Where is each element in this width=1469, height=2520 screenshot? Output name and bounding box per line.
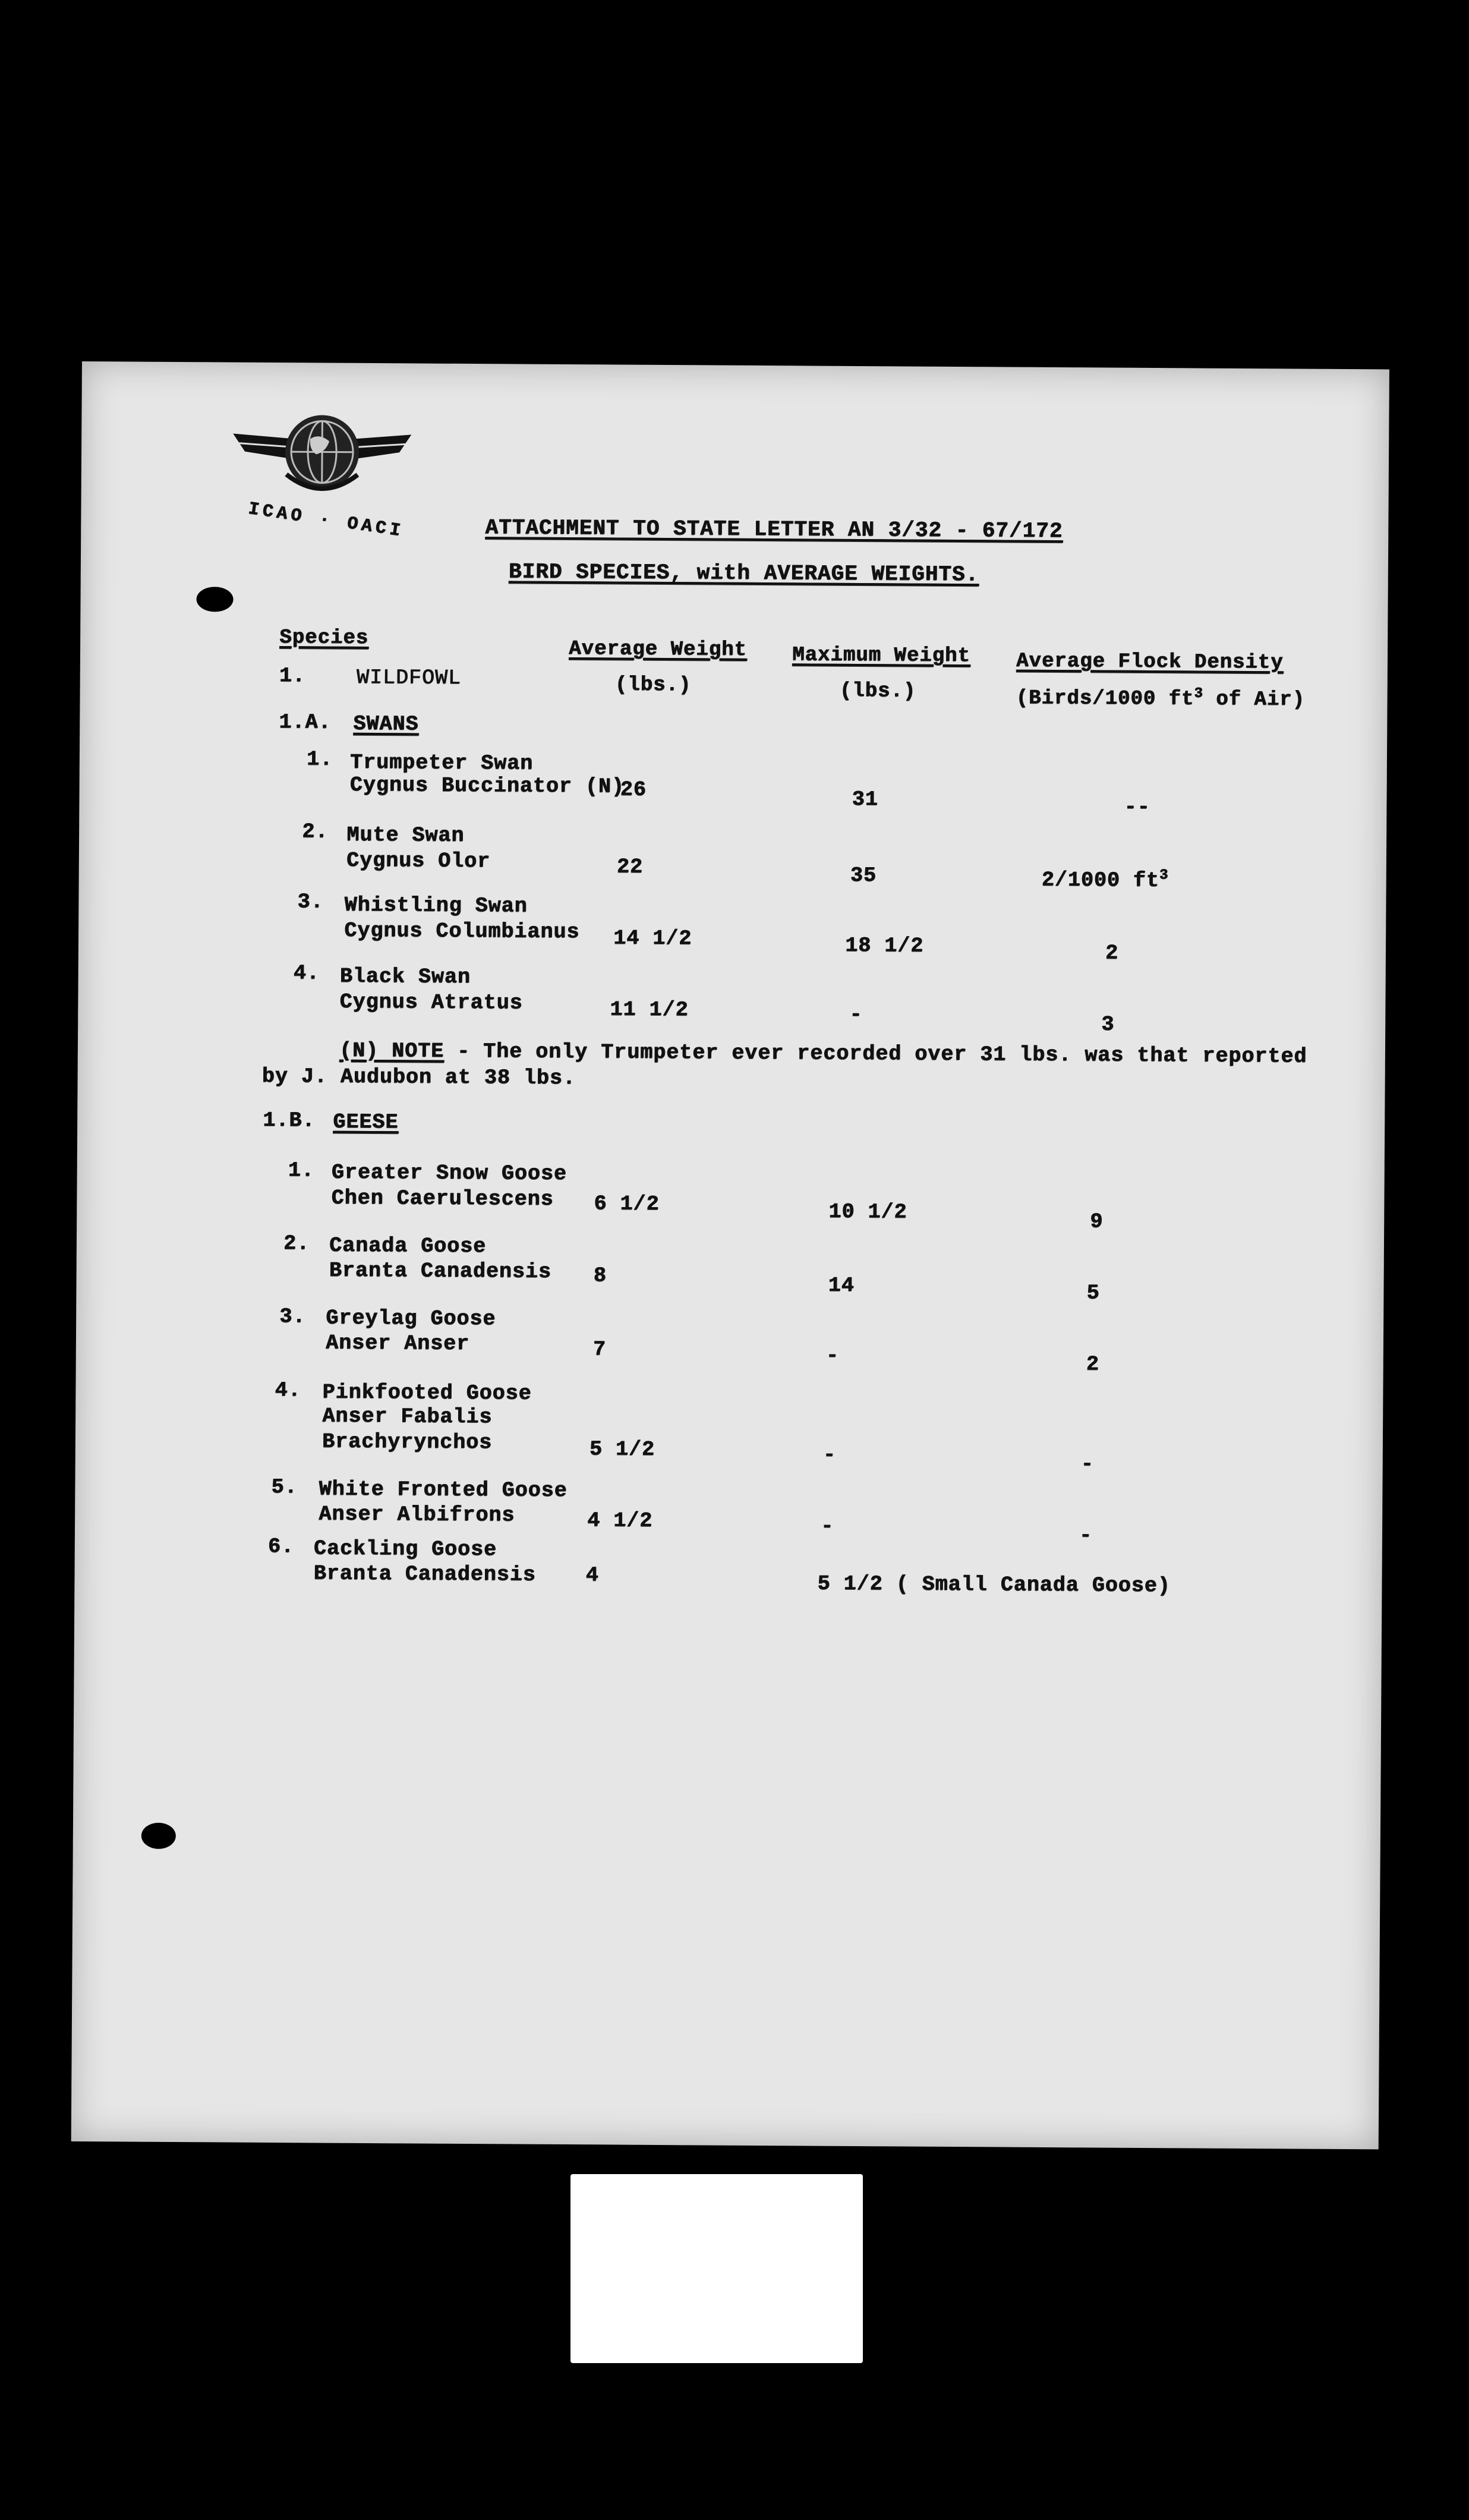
flock-density-value: 2 <box>1105 941 1119 965</box>
note-text-line1: - The only Trumpeter ever recorded over 31 lbs. was that reported <box>443 1039 1307 1069</box>
average-weight-value: 4 1/2 <box>587 1508 653 1533</box>
maximum-weight-value: - <box>825 1343 839 1368</box>
flock-density-value: 5 <box>1086 1281 1100 1305</box>
flock-density-text: 2/1000 ft <box>1041 868 1159 893</box>
header-maximum-weight-unit: (lbs.) <box>839 679 916 703</box>
average-weight-value: 4 <box>585 1563 599 1587</box>
species-common-name: Greater Snow Goose <box>331 1160 567 1186</box>
list-item-number: 4. <box>275 1378 301 1403</box>
average-weight-value: 8 <box>593 1264 607 1288</box>
header-maximum-weight: Maximum Weight <box>792 644 970 668</box>
geese-section-title: GEESE <box>333 1110 399 1135</box>
flock-density-value: - <box>1080 1452 1094 1476</box>
average-weight-value: 5 1/2 <box>589 1437 655 1461</box>
list-item-number: 6. <box>267 1534 294 1559</box>
species-latin-name: Anser Anser <box>325 1331 470 1356</box>
note <box>339 1038 1307 1069</box>
average-weight-value: 26 <box>620 777 647 802</box>
average-weight-value: 22 <box>616 855 643 879</box>
average-weight-value: 14 1/2 <box>613 926 692 951</box>
average-weight-value: 7 <box>592 1337 606 1362</box>
flock-density-value: -- <box>1124 795 1150 819</box>
flock-density-value: 2 <box>1086 1352 1099 1376</box>
species-common-name: Pinkfooted Goose <box>322 1380 532 1406</box>
note-label: (N) NOTE <box>339 1038 445 1063</box>
species-common-name: Canada Goose <box>329 1233 487 1259</box>
maximum-weight-value: - <box>822 1442 836 1467</box>
list-item-number: 1. <box>306 747 333 771</box>
species-common-name: Cackling Goose <box>313 1536 497 1562</box>
species-common-name: White Fronted Goose <box>319 1477 568 1503</box>
species-latin-name: Branta Canadensis <box>313 1561 536 1587</box>
flock-density-sup: 3 <box>1159 867 1169 884</box>
maximum-weight-value: - <box>820 1514 834 1538</box>
list-item-number: 4. <box>293 961 320 985</box>
species-latin-name: Branta Canadensis <box>329 1258 551 1284</box>
group-name: WILDFOWL <box>356 665 461 690</box>
note-text-line2: by J. Audubon at 38 lbs. <box>261 1064 576 1091</box>
flock-density-value: 9 <box>1090 1209 1104 1234</box>
list-item-number: 3. <box>279 1305 306 1329</box>
average-weight-value: 6 1/2 <box>594 1192 660 1216</box>
punch-hole-bottom <box>141 1823 176 1849</box>
page-title: ATTACHMENT TO STATE LETTER AN 3/32 - 67/172 <box>485 515 1063 544</box>
species-common-name: Greylag Goose <box>326 1306 496 1331</box>
group-number: 1. <box>279 664 305 688</box>
header-average-weight-unit: (lbs.) <box>614 673 692 697</box>
species-common-name: Mute Swan <box>346 823 465 848</box>
punch-hole-top <box>196 587 233 612</box>
geese-section-number: 1.B. <box>263 1108 316 1133</box>
list-item-number: 2. <box>283 1231 310 1256</box>
flock-density-unit-pre: (Birds/1000 ft <box>1016 686 1194 711</box>
list-item-number: 3. <box>297 890 324 914</box>
species-latin-name: Anser Fabalis <box>322 1404 493 1429</box>
logo-text: ICAO · OACI <box>247 499 405 542</box>
maximum-weight-value: 10 1/2 <box>828 1199 907 1224</box>
species-latin-name: Cygnus Olor <box>346 848 491 874</box>
species-latin-name: Chen Caerulescens <box>331 1186 554 1211</box>
species-latin-name: Anser Albifrons <box>319 1502 515 1527</box>
flock-density-unit-sup: 3 <box>1194 685 1203 702</box>
maximum-weight-value: 35 <box>850 863 877 888</box>
header-species: Species <box>279 626 369 650</box>
flock-density-value <box>1042 868 1169 892</box>
blank-frame-card <box>570 2174 863 2363</box>
species-latin-name: Cygnus Columbianus <box>344 918 580 944</box>
species-latin-name: Cygnus Atratus <box>339 990 523 1015</box>
species-common-name: Whistling Swan <box>344 893 528 918</box>
list-item-number: 1. <box>288 1158 314 1183</box>
list-item-number: 5. <box>271 1475 298 1500</box>
page-subtitle: BIRD SPECIES, with AVERAGE WEIGHTS. <box>508 559 979 587</box>
maximum-weight-value: 14 <box>828 1273 855 1297</box>
header-flock-density: Average Flock Density <box>1016 650 1284 675</box>
flock-density-unit-post: of Air) <box>1203 688 1305 711</box>
swans-section-number: 1.A. <box>279 710 332 735</box>
average-weight-value: 11 1/2 <box>610 997 689 1022</box>
flock-density-value: 3 <box>1101 1012 1115 1037</box>
document-page <box>71 361 1389 2149</box>
header-average-weight: Average Weight <box>568 638 747 662</box>
list-item-number: 2. <box>302 820 329 844</box>
header-flock-density-unit <box>1016 686 1305 710</box>
swans-section-title: SWANS <box>353 711 419 736</box>
species-common-name: Trumpeter Swan <box>349 750 534 776</box>
maximum-weight-value: - <box>849 1002 863 1027</box>
maximum-weight-value: 5 1/2 ( Small Canada Goose) <box>817 1571 1171 1598</box>
species-latin-name-cont: Brachyrynchos <box>321 1429 493 1455</box>
flock-density-value: - <box>1079 1523 1093 1548</box>
species-latin-name: Cygnus Buccinator (N) <box>349 773 625 799</box>
species-common-name: Black Swan <box>339 964 471 990</box>
maximum-weight-value: 18 1/2 <box>844 933 924 958</box>
maximum-weight-value: 31 <box>852 787 878 812</box>
